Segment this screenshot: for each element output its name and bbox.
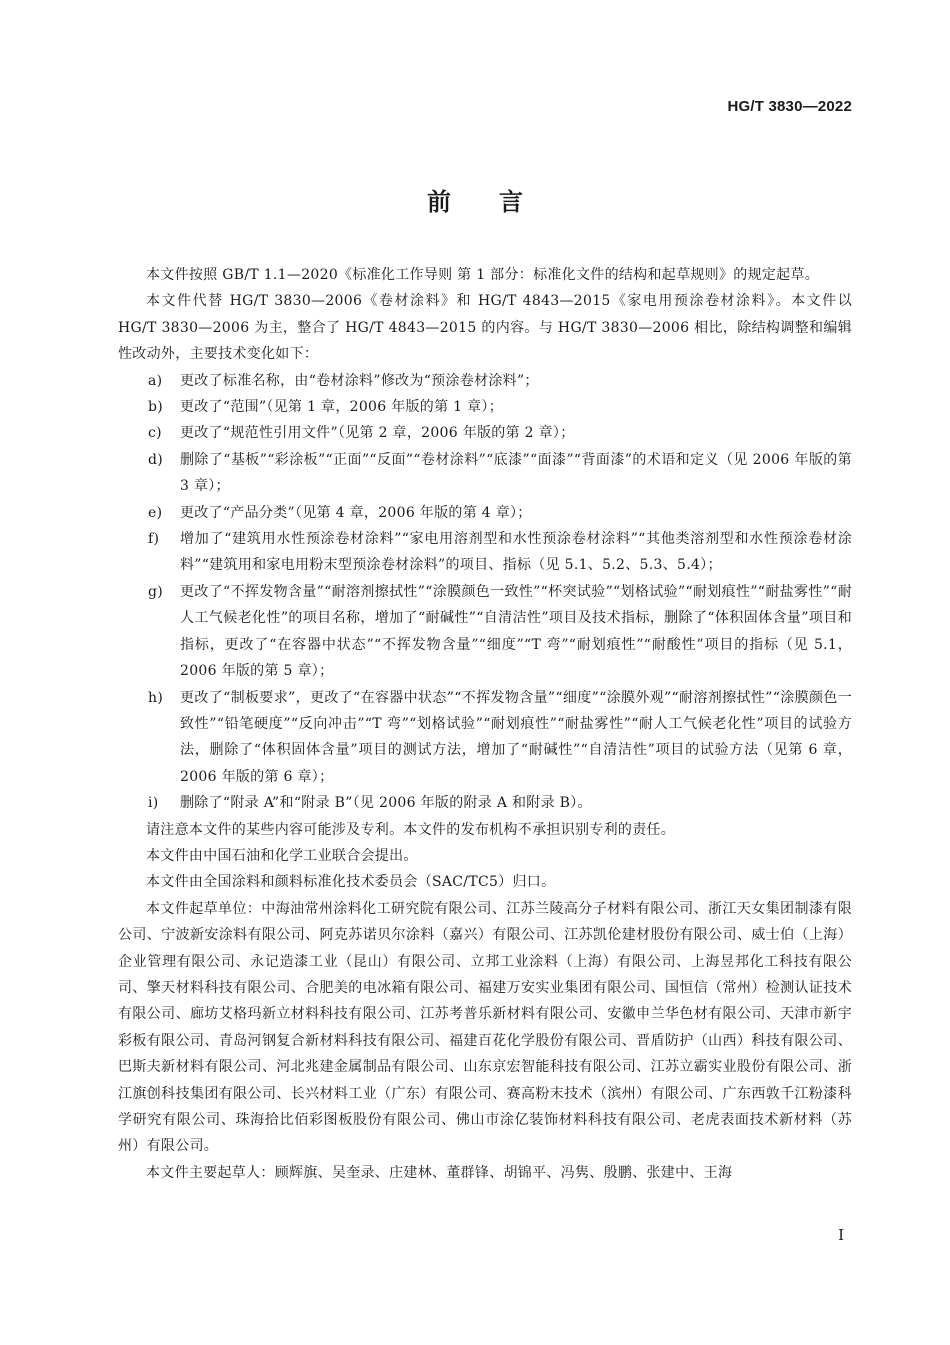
list-label: i) [148, 795, 159, 812]
list-item [118, 368, 852, 394]
list-text: 增加了“建筑用水性预涂卷材涂料”“家电用溶剂型和水性预涂卷材涂料”“其他类溶剂型和水性预涂卷材涂料”“建筑用和家电用粉末型预涂卷材涂料”的项目、指标（见 5.1、5.2、5.3、5.4）； [180, 531, 852, 574]
paragraph-drafting-units: 本文件起草单位：中海油常州涂料化工研究院有限公司、江苏兰陵高分子材料有限公司、浙江天女集团制漆有限公司、宁波新安涂料有限公司、阿克苏诺贝尔涂料（嘉兴）有限公司、江苏凯伦建材股份有限公司、威士伯（上海）企业管理有限公司、永记造漆工业（昆山）有限公司、立邦工业涂料（上海）有限公司、上海昱邦化工科技有限公司、擎天材料科技有限公司、合肥美的电冰箱有限公司、福建万安实业集团有限公司、国恒信（常州）检测认证技术有限公司、廊坊艾格玛新立材料科技有限公司、江苏考普乐新材料有限公司、安徽申兰华色材有限公司、天津市新宇彩板有限公司、青岛河钢复合新材料科技有限公司、福建百花化学股份有限公司、晋盾防护（山西）科技有限公司、巴斯夫新材料有限公司、河北兆建金属制品有限公司、山东京宏智能科技有限公司、江苏立霸实业股份有限公司、浙江旗创科技集团有限公司、长兴材料工业（广东）有限公司、赛高粉末技术（滨州）有限公司、广东西敦千江粉漆科学研究有限公司、珠海拾比佰彩图板股份有限公司、佛山市涂亿装饰材料科技有限公司、老虎表面技术新材料（苏州）有限公司。 [118, 900, 852, 1155]
list-label: h) [148, 689, 164, 706]
list-label: a) [148, 372, 163, 389]
standard-code: HG/T 3830—2022 [727, 98, 852, 115]
list-text: 更改了“制板要求”，更改了“在容器中状态”“不挥发物含量”“细度”“涂膜外观”“耐溶剂擦拭性”“涂膜颜色一致性”“铅笔硬度”“反向冲击”“T 弯”“划格试验”“耐划痕性”“耐盐雾性”“耐人工气候老化性”项目的试验方法，删除了“体积固体含量”项目的测试方法，增加了“耐碱性”“自清洁性”项目的试验方法（见第 6 章，2006 年版的第 6 章）； [180, 689, 852, 785]
list-label: b) [148, 399, 164, 416]
paragraph-drafting-rules: 本文件按照 GB/T 1.1—2020《标准化工作导则 第 1 部分：标准化文件的结构和起草规则》的规定起草。 [146, 267, 820, 283]
list-item [118, 394, 852, 420]
list-label: c) [148, 425, 162, 442]
changes-list [118, 368, 852, 817]
paragraph-patent-notice: 请注意本文件的某些内容可能涉及专利。本文件的发布机构不承担识别专利的责任。 [146, 821, 676, 838]
list-item [118, 790, 852, 816]
list-item [118, 579, 852, 685]
document-body [118, 262, 852, 1186]
list-item [118, 447, 852, 500]
list-item [118, 685, 852, 791]
list-text: 删除了“附录 A”和“附录 B”（见 2006 年版的附录 A 和附录 B）。 [180, 795, 592, 812]
paragraph-proposer: 本文件由中国石油和化学工业联合会提出。 [146, 847, 418, 864]
paragraph-committee: 本文件由全国涂料和颜料标准化技术委员会（SAC/TC5）归口。 [146, 874, 556, 891]
list-label: d) [148, 451, 164, 468]
list-label: g) [148, 583, 164, 600]
page-number: I [838, 1226, 844, 1244]
list-text: 更改了“产品分类”（见第 4 章，2006 年版的第 4 章）； [180, 504, 532, 521]
list-label: f) [148, 531, 160, 548]
list-label: e) [148, 504, 163, 521]
page-title: 前言 [427, 187, 571, 216]
paragraph-replacement: 本文件代替 HG/T 3830—2006《卷材涂料》和 HG/T 4843—2015《家电用预涂卷材涂料》。本文件以 HG/T 3830—2006 为主，整合了 HG/T 4843—2015 的内容。与 HG/T 3830—2006 相比，除结构调整和编辑性改动外，主要技术变化如下： [118, 293, 852, 363]
list-item [118, 500, 852, 526]
list-text: 更改了“规范性引用文件”（见第 2 章，2006 年版的第 2 章）； [180, 425, 575, 442]
paragraph-drafters: 本文件主要起草人：顾辉旗、吴奎录、庄建林、董群锋、胡锦平、冯隽、殷鹏、张建中、王海 [146, 1164, 733, 1181]
list-item [118, 526, 852, 579]
list-text: 删除了“基板”“彩涂板”“正面”“反面”“卷材涂料”“底漆”“面漆”“背面漆”的术语和定义（见 2006 年版的第 3 章）； [180, 451, 852, 495]
list-text: 更改了“范围”（见第 1 章，2006 年版的第 1 章）； [180, 399, 504, 416]
list-text: 更改了标准名称，由“卷材涂料”修改为“预涂卷材涂料”； [180, 372, 539, 389]
list-text: 更改了“不挥发物含量”“耐溶剂擦拭性”“涂膜颜色一致性”“杯突试验”“划格试验”“耐划痕性”“耐盐雾性”“耐人工气候老化性”的项目名称，增加了“耐碱性”“自清洁性”项目及技术指标，删除了“体积固体含量”项目和指标，更改了“在容器中状态”“不挥发物含量”“细度”“T 弯”“耐划痕性”“耐酸性”项目的指标（见 5.1，2006 年版的第 5 章）； [180, 583, 852, 680]
list-item [118, 420, 852, 446]
